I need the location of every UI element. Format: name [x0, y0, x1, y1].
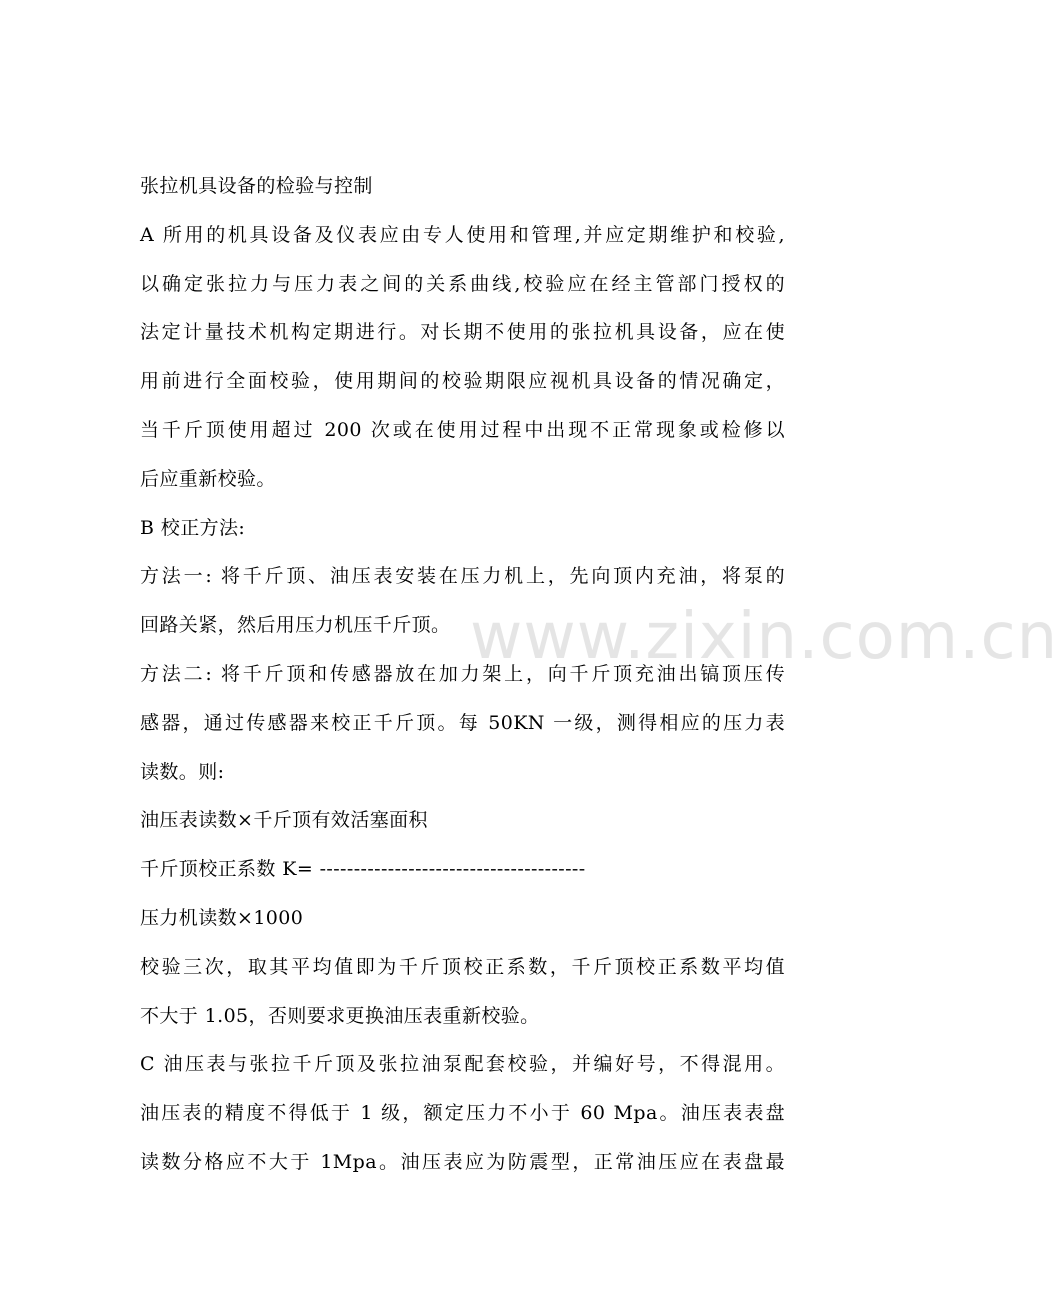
- paragraph-a-line: 法定计量技术机构定期进行。对长期不使用的张拉机具设备，应在使: [140, 321, 785, 344]
- paragraph-a-line: 后应重新校验。: [140, 467, 276, 490]
- paragraph-a-line: A 所用的机具设备及仪表应由专人使用和管理,并应定期维护和校验,: [140, 223, 785, 246]
- method-one-line: 回路关紧，然后用压力机压千斤顶。: [140, 614, 451, 637]
- method-two-line: 感器，通过传感器来校正千斤顶。每 50KN 一级，测得相应的压力表: [140, 711, 785, 734]
- paragraph-a-line: 当千斤顶使用超过 200 次或在使用过程中出现不正常现象或检修以: [140, 418, 785, 441]
- method-two-line: 读数。则:: [140, 760, 225, 783]
- paragraph-c-line: 读数分格应不大于 1Mpa。油压表应为防震型，正常油压应在表盘最: [140, 1150, 785, 1173]
- formula-fraction-line: 千斤顶校正系数 K= ---------------------------------------: [140, 858, 586, 881]
- document-body: [140, 168, 785, 1193]
- method-one-line: 方法一: 将千斤顶、油压表安装在压力机上，先向顶内充油，将泵的: [140, 565, 785, 588]
- calibration-line: 不大于 1.05，否则要求更换油压表重新校验。: [140, 1004, 540, 1027]
- paragraph-a-line: 以确定张拉力与压力表之间的关系曲线,校验应在经主管部门授权的: [140, 272, 785, 295]
- watermark: www.zixin.com.cn: [470, 600, 1058, 674]
- paragraph-c-line: C 油压表与张拉千斤顶及张拉油泵配套校验，并编好号，不得混用。: [140, 1053, 785, 1076]
- paragraph-c-line: 油压表的精度不得低于 1 级，额定压力不小于 60 Mpa。油压表表盘: [140, 1102, 785, 1125]
- document-title: 张拉机具设备的检验与控制: [140, 175, 373, 197]
- formula-numerator: 油压表读数×千斤顶有效活塞面积: [140, 809, 428, 832]
- section-b-heading: B 校正方法:: [140, 516, 246, 539]
- paragraph-a-line: 用前进行全面校验，使用期间的校验期限应视机具设备的情况确定，: [140, 370, 785, 393]
- method-two-line: 方法二: 将千斤顶和传感器放在加力架上，向千斤顶充油出镐顶压传: [140, 662, 785, 685]
- calibration-line: 校验三次，取其平均值即为千斤顶校正系数，千斤顶校正系数平均值: [140, 955, 785, 978]
- formula-denominator: 压力机读数×1000: [140, 906, 304, 929]
